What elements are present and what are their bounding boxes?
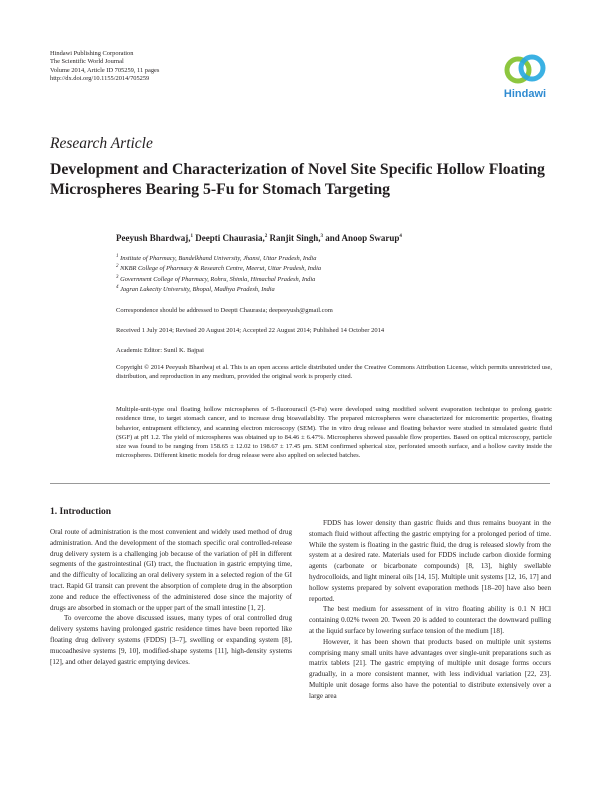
publication-dates: Received 1 July 2014; Revised 20 August 2014; Accepted 22 August 2014; Published 14 October 2014 (116, 327, 385, 334)
hindawi-logo (498, 50, 552, 106)
correspondence: Correspondence should be addressed to Deepti Chaurasia; deepeeyush@gmail.com (116, 307, 333, 314)
author-affil-marker: 1 (190, 234, 194, 239)
author-list (116, 233, 402, 243)
paragraph: However, it has been shown that products based on multiple unit systems comprising many small units have advantages over single-unit preparations such as matrix tablets [21]. The gastric emptying of multiple unit dosage forms occurs gradually, in a more consistent manner, with less individual variation [22, 23]. Multiple unit dosage forms also have the potential to distribute extensively over a large area (309, 637, 551, 700)
paragraph: FDDS has lower density than gastric fluids and thus remains buoyant in the stomach fluid without affecting the gastric emptying for a prolonged period of time. While the system is floating in the gastric fluid, the drug is released slowly from the system at a desired rate. Materials used for FDDS include carbon dioxide forming agents (carbonate or bicarbonate compounds) [8, 13], highly swellable hydrocolloids, and light mineral oils [14, 15]. Multiple unit systems [12, 16, 17] and hollow systems prepared by solvent evaporation methods [18–20] have also been reported. (309, 519, 551, 603)
body-column-left (50, 527, 292, 667)
author-name: Peeyush Bhardwaj, (116, 233, 191, 243)
author-affil-marker: 4 (399, 234, 402, 239)
journal-name: The Scientific World Journal (50, 58, 124, 66)
affiliation: $^2$ NKBR College of Pharmacy & Research Centre, Meerut, Uttar Pradesh, India (116, 264, 322, 273)
hindawi-logo-icon (498, 50, 552, 88)
affiliation: $^1$ Institute of Pharmacy, Bundelkhand University, Jhansi, Uttar Pradesh, India (116, 253, 317, 262)
copyright-notice: Copyright © 2014 Peeyush Bhardwaj et al. This is an open access article distributed under the Creative Commons Attribution License, which permits unrestricted use, distribution, and reproduction in any medium, provided the original work is properly cited. (116, 364, 552, 381)
paragraph: Oral route of administration is the most convenient and widely used method of drug administration. And the development of the stomach specific oral controlled-release drug delivery system is a challenging job because of the variation of pH in different segments of the gastrointestinal (GI) tract, the fluctuation in gastric emptying time, and the difficulty of localizing an oral delivery system in a selected region of the GI tract. Rapid GI transit can prevent the absorption of complete drug in the absorption zone and reduce the effectiveness of the administered dose since the majority of drugs are absorbed in stomach or the upper part of the small intestine [1, 2]. (50, 528, 292, 612)
journal-header (50, 50, 159, 84)
publisher-line: Hindawi Publishing Corporation (50, 50, 134, 57)
academic-editor: Academic Editor: Sunil K. Bajpai (116, 347, 204, 354)
author-name: Deepti Chaurasia, (193, 233, 265, 243)
affiliation: $^3$ Government College of Pharmacy, Rohru, Shimla, Himachal Pradesh, India (116, 274, 316, 283)
hindawi-logo-text: Hindawi (503, 88, 547, 100)
author-name: Ranjit Singh, (267, 233, 321, 243)
author-name: and Anoop Swarup (323, 233, 400, 243)
affiliation: $^4$ Jagran Lakecity University, Bhopal, Madhya Pradesh, India (116, 285, 275, 294)
article-type: Research Article (50, 135, 153, 152)
volume-line: Volume 2014, Article ID 705259, 11 pages (50, 66, 160, 74)
author-affil-marker: 3 (320, 234, 324, 239)
paragraph: The best medium for assessment of in vitro floating ability is 0.1 N HCl containing 0.02% tween 20. Tween 20 is added to counteract the downward pulling at the liquid surface by lowering surface tension of the medium [18]. (309, 605, 551, 635)
abstract: Multiple-unit-type oral floating hollow microspheres of 5-fluorouracil (5-Fu) were developed using modified solvent evaporation technique to prolong gastric residence time, to target stomach cancer, and to increase drug bioavailability. The prepared microspheres were characterized for micromeritic properties, floating behavior, entrapment efficiency, and scanning electron microscopy (SEM). The in vitro drug release and floating behavior were studied in simulated gastric fluid (SGF) at pH 1.2. The yield of microspheres was obtained up to 84.46 ± 6.47%. Microspheres showed passable flow properties. Based on optical microscopy, particle size was found to be ranging from 158.65 ± 12.02 to 198.67 ± 17.45 μm. SEM confirmed spherical size, perforated smooth surface, and a hollow cavity inside the microspheres. Different kinetic models for drug release were also applied on selected batches. (116, 406, 552, 460)
paper-title: Development and Characterization of Novel Site Specific Hollow Floating Microspheres Bearing 5-Fu for Stomach Targeting (50, 161, 545, 198)
section-divider (50, 483, 550, 484)
affiliation-list (116, 254, 321, 296)
paragraph: To overcome the above discussed issues, many types of oral controlled drug delivery systems having prolonged gastric residence times have been reported like floating drug delivery systems (FDDS) [3–7], swelling or expanding system [8], mucoadhesive systems [9, 10], modified-shape systems [11], high-density systems [12], and other delayed gastric emptying devices. (50, 614, 292, 666)
section-heading: 1. Introduction (50, 507, 112, 517)
body-column-right (309, 518, 551, 702)
doi-line: http://dx.doi.org/10.1155/2014/705259 (50, 75, 150, 83)
author-affil-marker: 2 (264, 234, 268, 239)
